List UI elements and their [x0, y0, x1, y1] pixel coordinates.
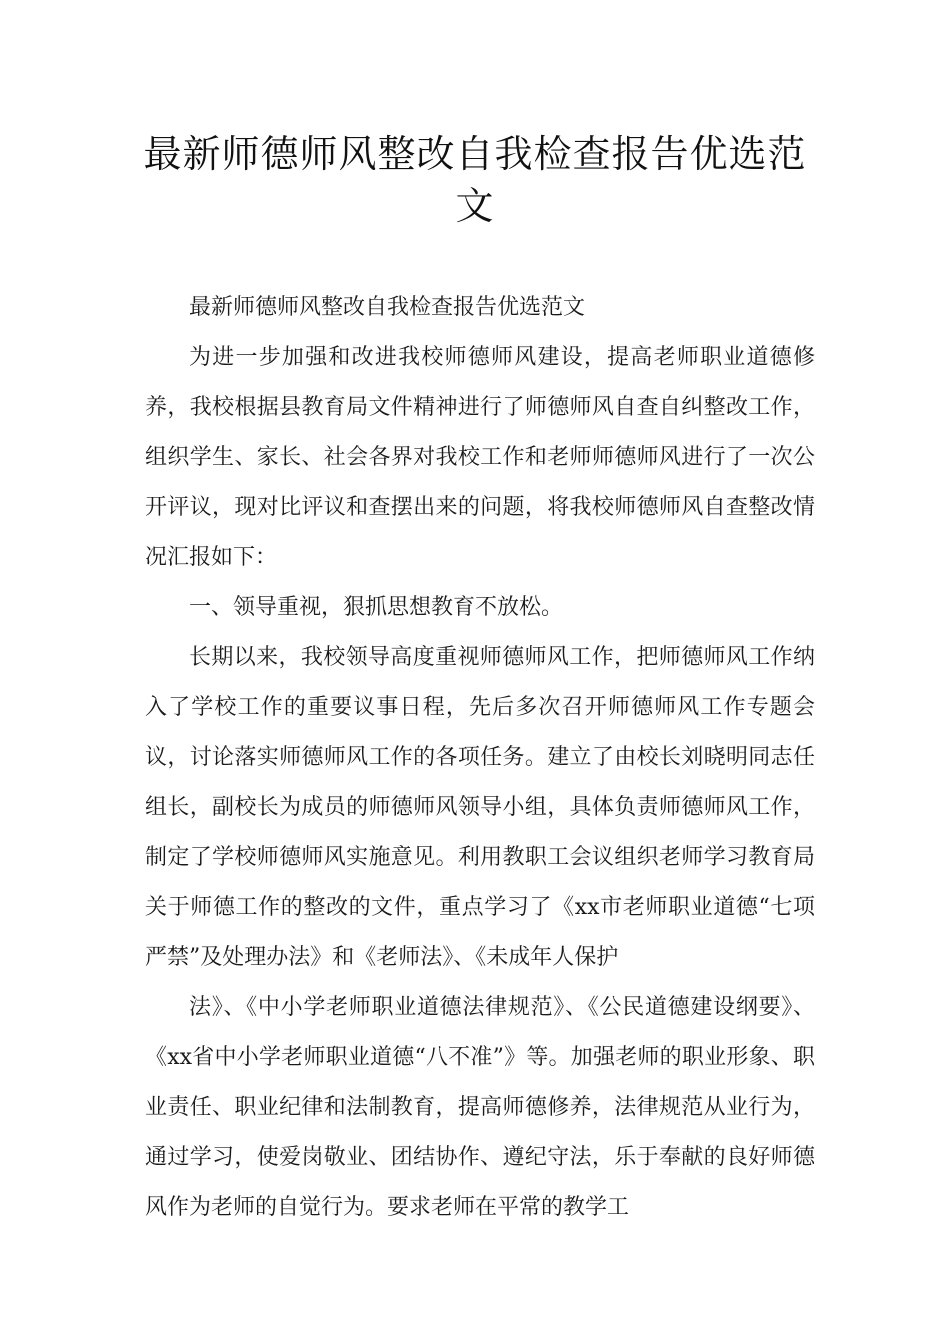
paragraph-section-1-continued: 法》、《中小学老师职业道德法律规范》、《公民道德建设纲要》、《xx省中小学老师职业道德“八不准”》等。加强老师的职业形象、职业责任、职业纪律和法制教育，提高师德修养，法律规范从业行为，通过学习，使爱岗敬业、团结协作、遵纪守法，乐于奉献的良好师德风作为老师的自觉行为。要求老师在平常的教学工	[145, 995, 815, 1220]
paragraph-subtitle: 最新师德师风整改自我检查报告优选范文	[189, 295, 586, 320]
paragraph-intro: 为进一步加强和改进我校师德师风建设，提高老师职业道德修养，我校根据县教育局文件精神进行了师德师风自查自纠整改工作，组织学生、家长、社会各界对我校工作和老师师德师风进行了一次公开评议，现对比评议和查摆出来的问题，将我校师德师风自查整改情况汇报如下：	[145, 345, 815, 570]
document-body	[145, 283, 815, 1233]
paragraph-section-1: 长期以来，我校领导高度重视师德师风工作，把师德师风工作纳入了学校工作的重要议事日程，先后多次召开师德师风工作专题会议，讨论落实师德师风工作的各项任务。建立了由校长刘晓明同志任组长，副校长为成员的师德师风领导小组，具体负责师德师风工作，制定了学校师德师风实施意见。利用教职工会议组织老师学习教育局关于师德工作的整改的文件，重点学习了《xx市老师职业道德“七项严禁”及处理办法》和《老师法》、《未成年人保护	[145, 645, 815, 970]
paragraph-heading-1: 一、领导重视，狠抓思想教育不放松。	[189, 595, 564, 620]
document-title: 最新师德师风整改自我检查报告优选范文	[143, 132, 807, 228]
